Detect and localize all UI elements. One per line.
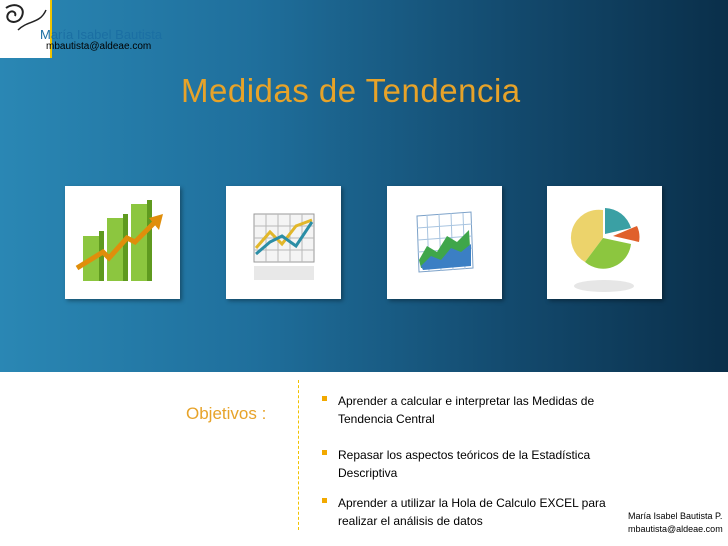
objectives-label: Objetivos : — [186, 404, 267, 423]
footer-credit — [628, 510, 723, 536]
card-spreadsheet-chart — [387, 186, 502, 299]
pie-chart-icon — [547, 186, 662, 299]
author-email: mbautista@aldeae.com — [46, 41, 152, 52]
author-name: María Isabel Bautista — [40, 27, 163, 42]
footer-name: María Isabel Bautista P. — [628, 511, 723, 521]
bullet-icon — [322, 396, 327, 401]
slide-title: Medidas de Tendencia — [181, 72, 521, 109]
card-pie-chart — [547, 186, 662, 299]
bullet-icon — [322, 498, 327, 503]
card-growth-bars — [65, 186, 180, 299]
footer-email: mbautista@aldeae.com — [628, 524, 723, 534]
line-graph-icon — [226, 186, 341, 299]
spreadsheet-chart-icon — [387, 186, 502, 299]
bullet-icon — [322, 450, 327, 455]
growth-bars-arrow-icon — [65, 186, 180, 299]
card-line-graph — [226, 186, 341, 299]
divider — [298, 380, 299, 530]
